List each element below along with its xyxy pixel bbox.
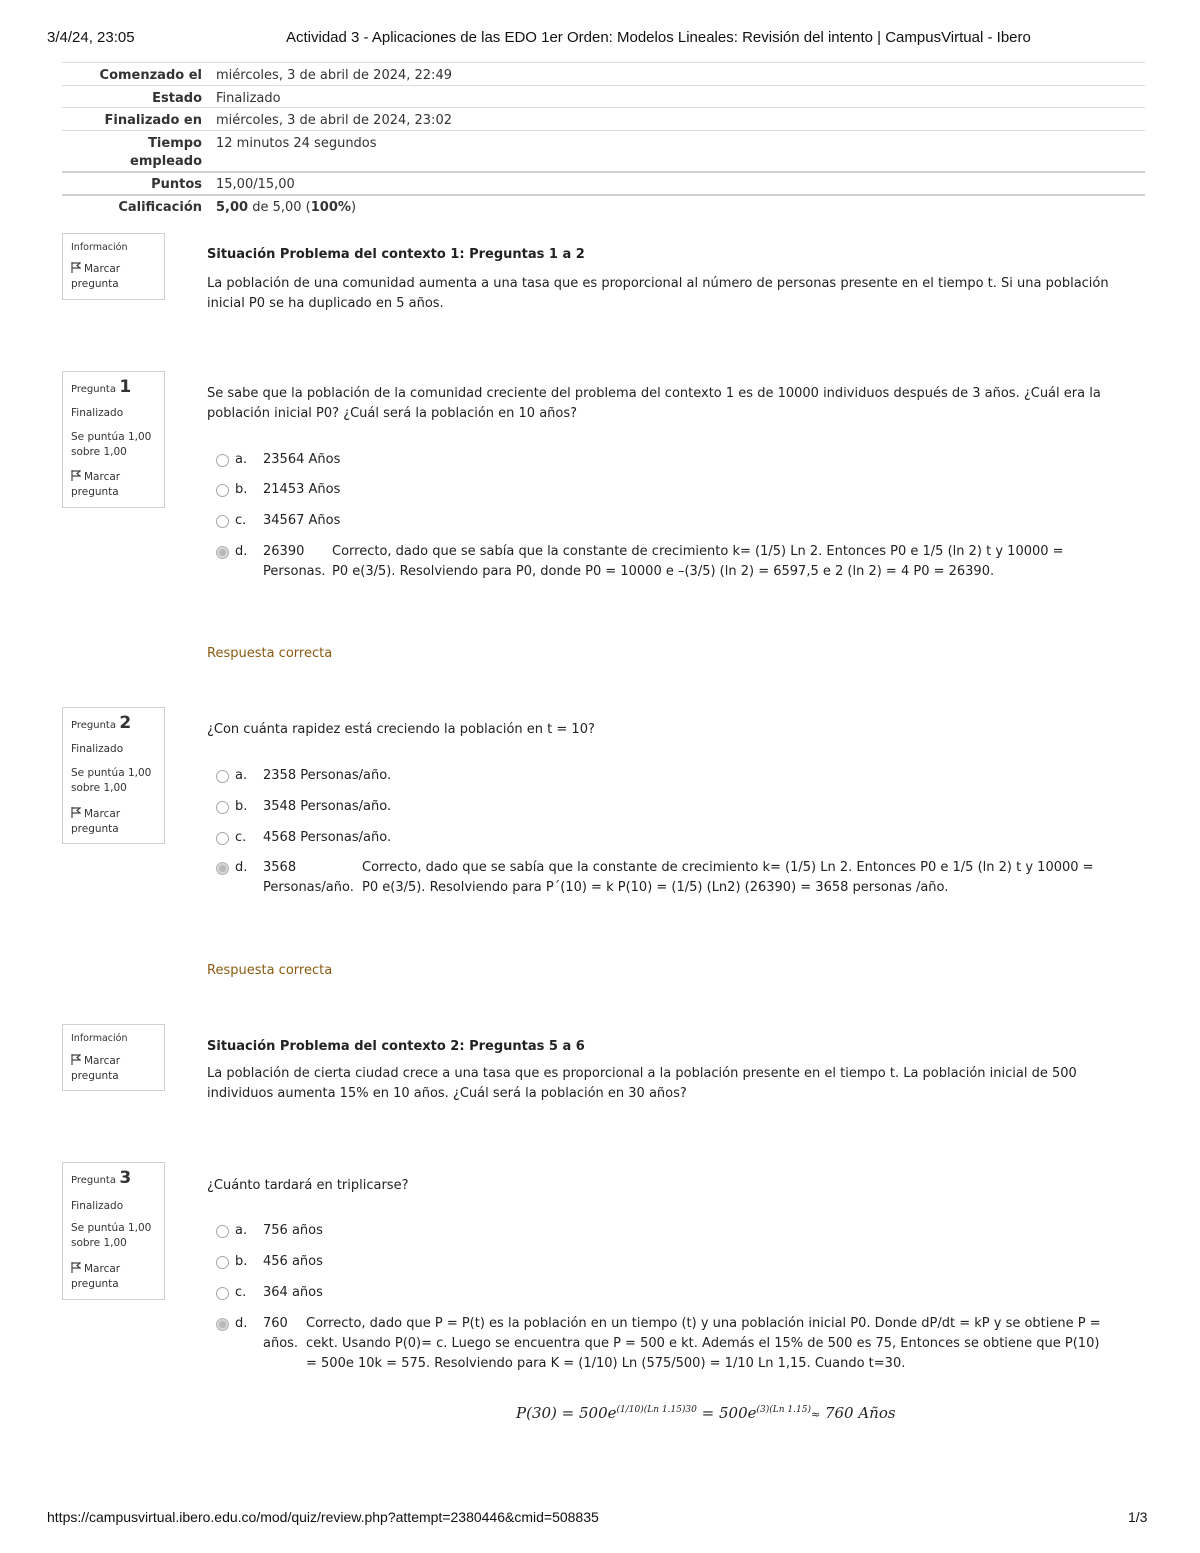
radio-button[interactable] [216, 770, 229, 783]
summary-label-time-1: Tiempo [148, 136, 202, 151]
question-3-text: ¿Cuánto tardará en triplicarse? [207, 1178, 409, 1193]
option-text: 456 años [263, 1254, 323, 1269]
summary-label-time-2: empleado [130, 154, 202, 169]
question-number: 3 [119, 1168, 132, 1188]
context-1-text: La población de una comunidad aumenta a una tasa que es proporcional al número de personas presente en el tiempo t. Si una población inicial P0 se ha duplicado en 5 años. [207, 276, 1109, 311]
radio-button[interactable] [216, 1225, 229, 1238]
option-text: 364 años [263, 1285, 323, 1300]
formula-approx: ≈ [810, 1408, 821, 1421]
question-label [71, 1168, 160, 1188]
option-letter: c. [235, 830, 247, 845]
option-text: 34567 Años [263, 513, 341, 528]
flag-icon [71, 807, 81, 818]
question-2-feedback: Correcto, dado que se sabía que la constante de crecimiento k= (1/5) Ln 2. Entonces P0 e 1/5 (ln 2) t y 10000 = P0 e(3/5). Resolviendo para P´(10) = k P(10) = (1/5) (Ln2) (26390) = 3658 personas /año. [362, 860, 1094, 895]
score-line-2: sobre 1,00 [71, 1237, 127, 1249]
question-word: Pregunta [71, 720, 116, 731]
score-line-1: Se puntúa 1,00 [71, 1222, 152, 1234]
info-box-2 [62, 1024, 165, 1091]
radio-button[interactable] [216, 1287, 229, 1300]
print-datetime: 3/4/24, 23:05 [47, 29, 135, 46]
formula-lhs: P(30) = 500e [516, 1404, 617, 1422]
info-box-1 [62, 233, 165, 300]
flag-label: Marcar [84, 808, 121, 820]
grade-close: ) [350, 200, 357, 215]
flag-icon [71, 470, 81, 481]
flag-question-link[interactable] [71, 1262, 160, 1292]
flag-label-2: pregunta [71, 1070, 119, 1082]
option-text: 3568 [263, 860, 297, 875]
option-letter: c. [235, 513, 247, 528]
flag-label: Marcar [84, 1055, 121, 1067]
question-status: Finalizado [71, 743, 124, 755]
radio-button-selected[interactable] [216, 546, 229, 559]
option-text: 756 años [263, 1223, 323, 1238]
grade-of: de 5,00 ( [252, 200, 311, 215]
option-letter: a. [235, 1223, 248, 1238]
formula-exponent-1: (1/10)(Ln 1.15)30 [616, 1405, 697, 1415]
summary-value-finished: miércoles, 3 de abril de 2024, 23:02 [216, 113, 452, 128]
radio-button[interactable] [216, 801, 229, 814]
question-word: Pregunta [71, 1175, 116, 1186]
question-status: Finalizado [71, 1200, 124, 1212]
option-letter: b. [235, 799, 248, 814]
flag-label-2: pregunta [71, 823, 119, 835]
question-2-text: ¿Con cuánta rapidez está creciendo la población en t = 10? [207, 722, 595, 737]
flag-label: Marcar [84, 263, 121, 275]
flag-question-link[interactable] [71, 807, 160, 837]
summary-divider [62, 107, 1145, 108]
option-text-2: Personas. [263, 564, 326, 579]
flag-label: Marcar [84, 1263, 121, 1275]
radio-button-selected[interactable] [216, 862, 229, 875]
flag-question-link[interactable] [71, 1054, 160, 1084]
flag-icon [71, 262, 81, 273]
question-2-info [62, 707, 165, 844]
option-letter: d. [235, 544, 248, 559]
summary-divider [62, 171, 1145, 173]
score-line-1: Se puntúa 1,00 [71, 431, 152, 443]
flag-label-2: pregunta [71, 486, 119, 498]
summary-label-finished: Finalizado en [104, 113, 202, 128]
summary-value-grade [216, 200, 356, 215]
option-text: 3548 Personas/año. [263, 799, 392, 814]
grade-percent: 100% [310, 200, 351, 215]
flag-label-2: pregunta [71, 278, 119, 290]
radio-button[interactable] [216, 1256, 229, 1269]
score-line-2: sobre 1,00 [71, 782, 127, 794]
info-label: Información [71, 242, 128, 253]
summary-divider [62, 130, 1145, 131]
question-label [71, 713, 160, 733]
question-1-info [62, 371, 165, 508]
option-text: 4568 Personas/año. [263, 830, 392, 845]
radio-button-selected[interactable] [216, 1318, 229, 1331]
score-line-2: sobre 1,00 [71, 446, 127, 458]
summary-label-state: Estado [152, 91, 202, 106]
page-number: 1/3 [1128, 1509, 1148, 1525]
question-status: Finalizado [71, 407, 124, 419]
summary-value-points: 15,00/15,00 [216, 177, 295, 192]
formula-exponent-2: (3)(Ln 1.15) [756, 1405, 811, 1415]
flag-icon [71, 1262, 81, 1273]
flag-label: Marcar [84, 471, 121, 483]
radio-button[interactable] [216, 454, 229, 467]
question-label [71, 377, 160, 397]
option-letter: b. [235, 482, 248, 497]
option-text: 2358 Personas/año. [263, 768, 392, 783]
question-2-result: Respuesta correcta [207, 963, 333, 978]
question-word: Pregunta [71, 384, 116, 395]
question-score [71, 430, 160, 460]
page-title: Actividad 3 - Aplicaciones de las EDO 1er Orden: Modelos Lineales: Revisión del intento | CampusVirtual - Ibero [286, 29, 1031, 46]
option-text: 21453 Años [263, 482, 341, 497]
info-label: Información [71, 1033, 128, 1044]
summary-label-points: Puntos [151, 177, 202, 192]
option-letter: d. [235, 860, 248, 875]
summary-divider [62, 194, 1145, 196]
option-text-2: Personas/año. [263, 880, 354, 895]
grade-value: 5,00 [216, 200, 249, 215]
option-letter: b. [235, 1254, 248, 1269]
context-2-title: Situación Problema del contexto 2: Preguntas 5 a 6 [207, 1039, 585, 1054]
summary-label-started: Comenzado el [99, 68, 202, 83]
footer-url: https://campusvirtual.ibero.edu.co/mod/quiz/review.php?attempt=2380446&cmid=508835 [47, 1509, 599, 1525]
flag-icon [71, 1054, 81, 1065]
question-3-feedback: Correcto, dado que P = P(t) es la población en un tiempo (t) y una población inicial P0. Donde dP/dt = kP y se obtiene P = cekt. Usando P(0)= c. Luego se encuentra que P = 500 e kt. Además el 15% de 500 es 75, Entonces se obtiene que P(10) = 500e 10k = 575. Resolviendo para K = (1/10) Ln (575/500) = 1/10 Ln 1,15. Cuando t=30. [306, 1316, 1101, 1371]
option-letter: d. [235, 1316, 248, 1331]
question-3-info [62, 1162, 165, 1300]
question-score [71, 1221, 160, 1251]
radio-button[interactable] [216, 515, 229, 528]
summary-label-grade: Calificación [118, 200, 202, 215]
question-score [71, 766, 160, 796]
option-letter: a. [235, 452, 248, 467]
flag-question-link[interactable] [71, 470, 160, 500]
flag-label-2: pregunta [71, 1278, 119, 1290]
formula [516, 1404, 896, 1422]
summary-value-state: Finalizado [216, 91, 281, 106]
option-letter: a. [235, 768, 248, 783]
summary-value-started: miércoles, 3 de abril de 2024, 22:49 [216, 68, 452, 83]
radio-button[interactable] [216, 832, 229, 845]
formula-mid: = 500e [696, 1404, 757, 1422]
option-text: 26390 [263, 544, 305, 559]
question-number: 1 [119, 377, 132, 397]
question-1-text: Se sabe que la población de la comunidad creciente del problema del contexto 1 es de 10000 individuos después de 3 años. ¿Cuál era la población inicial P0? ¿Cuál será la población en 10 años? [207, 386, 1101, 421]
flag-question-link[interactable] [71, 262, 160, 292]
question-number: 2 [119, 713, 132, 733]
option-letter: c. [235, 1285, 247, 1300]
summary-value-time: 12 minutos 24 segundos [216, 136, 377, 151]
radio-button[interactable] [216, 484, 229, 497]
formula-rhs: 760 Años [820, 1404, 896, 1422]
context-2-text: La población de cierta ciudad crece a una tasa que es proporcional a la población presente en el tiempo t. La población inicial de 500 individuos aumenta 15% en 10 años. ¿Cuál será la población en 30 años? [207, 1066, 1077, 1101]
context-1-title: Situación Problema del contexto 1: Preguntas 1 a 2 [207, 247, 585, 262]
question-1-result: Respuesta correcta [207, 646, 333, 661]
option-text-2: años. [263, 1336, 299, 1351]
question-1-feedback: Correcto, dado que se sabía que la constante de crecimiento k= (1/5) Ln 2. Entonces P0 e 1/5 (ln 2) t y 10000 = P0 e(3/5). Resolviendo para P0, donde P0 = 10000 e –(3/5) (ln 2) = 6597,5 e 2 (ln 2) = 4 P0 = 26390. [332, 544, 1064, 579]
summary-divider [62, 62, 1145, 63]
option-text: 760 [263, 1316, 288, 1331]
option-text: 23564 Años [263, 452, 341, 467]
summary-divider [62, 85, 1145, 86]
score-line-1: Se puntúa 1,00 [71, 767, 152, 779]
